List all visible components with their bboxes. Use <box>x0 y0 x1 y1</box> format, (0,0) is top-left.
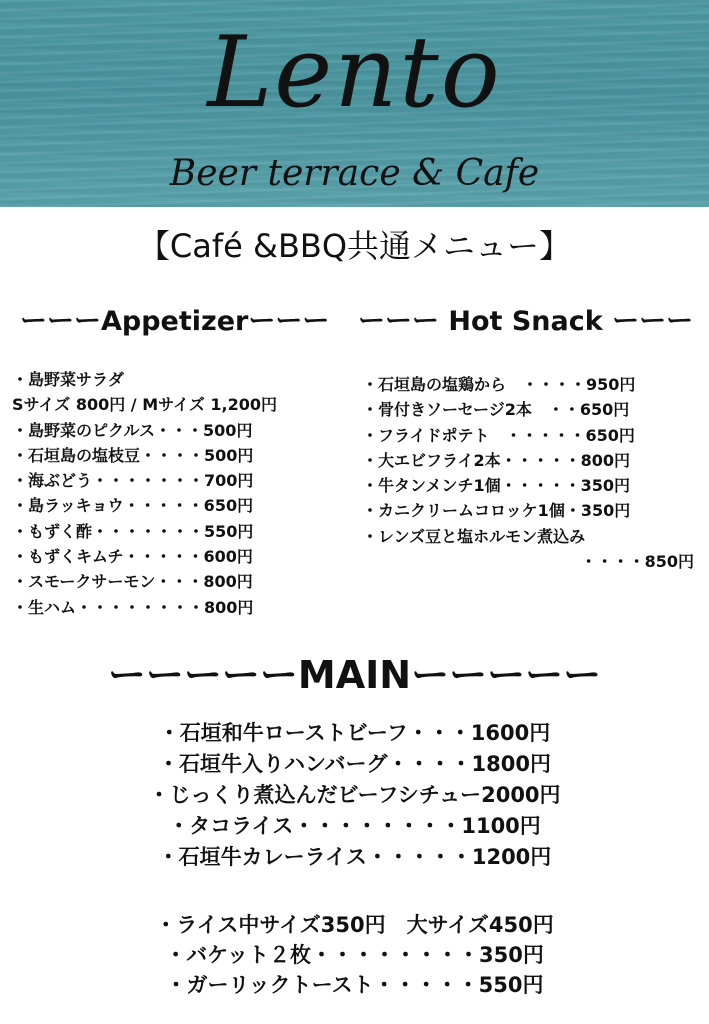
menu-item: ・石垣島の塩枝豆・・・・500円 <box>12 445 254 465</box>
menu-item: ・もずく酢・・・・・・・550円 <box>12 521 254 541</box>
menu-item: ・石垣牛入りハンバーグ・・・・1800円 <box>158 752 551 776</box>
menu-item: ・フライドポテト ・・・・・650円 <box>362 425 635 445</box>
menu-item: ・バケット２枚・・・・・・・・350円 <box>165 943 544 967</box>
menu-item: ・海ぶどう・・・・・・・700円 <box>12 471 254 491</box>
menu-item: Sサイズ 800円 / Mサイズ 1,200円 <box>12 395 278 415</box>
menu-item: ・じっくり煮込んだビーフシチュー2000円 <box>148 783 561 807</box>
menu-title: 【Café &BBQ共通メニュー】 <box>137 227 572 265</box>
menu-item: ・ガーリックトースト・・・・・550円 <box>165 973 544 997</box>
menu-item: ・骨付きソーセージ2本 ・・650円 <box>362 400 630 420</box>
header-banner <box>0 0 709 207</box>
appetizer-heading: ーーーAppetizerーーー <box>20 306 330 337</box>
menu-item: ・スモークサーモン・・・800円 <box>12 572 253 592</box>
menu-item-price: ・・・・850円 <box>580 552 694 572</box>
menu-item: ・石垣牛カレーライス・・・・・1200円 <box>157 845 552 869</box>
logo-title: Lento <box>207 16 502 130</box>
menu-item: ・カニクリームコロッケ1個・350円 <box>362 501 631 521</box>
main-list <box>0 718 709 873</box>
menu-item: ・大エビフライ2本・・・・・800円 <box>362 450 631 470</box>
menu-item: ・石垣和牛ローストビーフ・・・1600円 <box>158 721 551 745</box>
menu-item: ・牛タンメンチ1個・・・・・350円 <box>362 476 631 496</box>
menu-item: ・生ハム・・・・・・・・800円 <box>12 597 254 617</box>
menu-item: ・もずくキムチ・・・・・600円 <box>12 547 253 567</box>
main-heading: ーーーーーMAINーーーーー <box>107 653 602 697</box>
menu-item: ・島野菜のピクルス・・・500円 <box>12 420 253 440</box>
logo-subtitle: Beer terrace & Cafe <box>169 153 540 194</box>
menu-item: ・タコライス・・・・・・・・1100円 <box>168 814 541 838</box>
logo <box>0 0 709 207</box>
hot-snack-list <box>362 372 698 574</box>
hot-snack-heading: ーーー Hot Snack ーーー <box>358 306 694 337</box>
side-list <box>0 910 709 1000</box>
menu-item: ・ライス中サイズ350円 大サイズ450円 <box>155 913 554 937</box>
menu-item: ・島ラッキョウ・・・・・650円 <box>12 496 254 516</box>
appetizer-list <box>12 367 322 620</box>
menu-item: ・石垣島の塩鶏から ・・・・950円 <box>362 375 636 394</box>
menu-item: ・島野菜サラダ <box>12 370 124 389</box>
menu-item: ・レンズ豆と塩ホルモン煮込み <box>362 526 586 546</box>
